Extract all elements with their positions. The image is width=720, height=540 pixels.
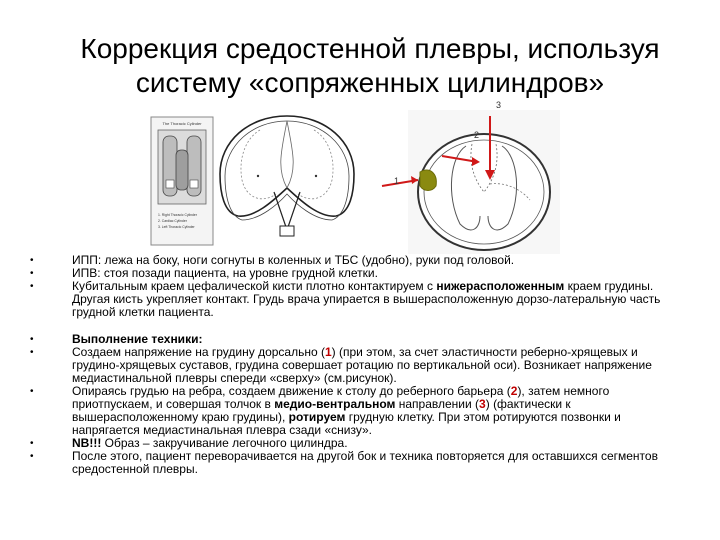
legend-item-2: 2. Cardiac Cylinder (158, 219, 187, 223)
sternum-contact-mark (420, 170, 436, 191)
bullet-contact: • Кубитальным краем цефалической кисти плотно контактируем с нижерасположенным краем грудины. Другая кисть укрепляет контакт. Грудь врача упирается в вышерасположенную дорзо-латеральную часть грудной клетки пациента. (30, 279, 661, 319)
spacer (30, 319, 680, 333)
technique-arrows-diagram (380, 96, 570, 256)
title-line-1: Коррекция средостенной плевры, используя (80, 33, 660, 64)
slide-title (40, 32, 700, 100)
bullet-ipp: • ИПП: лежа на боку, ноги согнуты в коленных и ТБС (удобно), руки под головой. (30, 253, 515, 267)
arrow-label-2: 2 (474, 130, 480, 140)
arrow-label-1: 1 (394, 176, 400, 186)
left-figure-caption: The Thoracic Cylinder (162, 121, 202, 126)
technique-bullet-list (30, 254, 680, 476)
bullet-step-1: • Создаем напряжение на грудину дорсально (1) (при этом, за счет эластичности реберно-хрящевых и грудино-хрящевых суставов, грудина совершает ротацию по вертикальной оси). Возникает напряжение медиастинальной плевры спереди «сверху» (см.рисунок). (30, 345, 652, 385)
title-line-2: систему «сопряженных цилиндров» (135, 67, 605, 98)
legend-item-1: 1. Right Thoracic Cylinder (158, 213, 197, 217)
bullet-repeat: • После этого, пациент переворачивается на другой бок и техника повторяется для оставшихся сегментов средостенной плевры. (30, 449, 658, 476)
bullet-nb: • NB!!! Образ – закручивание легочного цилиндра. (30, 436, 348, 450)
legend-item-3: 3. Left Thoracic Cylinder (158, 225, 195, 229)
arrow-label-3: 3 (496, 100, 502, 110)
cardiac-cylinder (176, 150, 188, 190)
bullet-step-2: • Опираясь грудью на ребра, создаем движение к столу до реберного барьера (2), затем немного приотпускаем, и совершая толчок в медио-вентральном направлении (3) (фактически к вышерасположенному краю грудины), ротируем грудную клетку. При этом ротируются позвонки и напрягается медиастинальная плевра сзади «снизу». (30, 384, 621, 437)
bullet-technique-heading: • Выполнение техники: (30, 332, 203, 346)
thoracic-cylinder-diagram (150, 116, 214, 246)
chest-cross-section-diagram (216, 108, 358, 248)
bullet-ipv: • ИПВ: стоя позади пациента, на уровне грудной клетки. (30, 266, 378, 280)
